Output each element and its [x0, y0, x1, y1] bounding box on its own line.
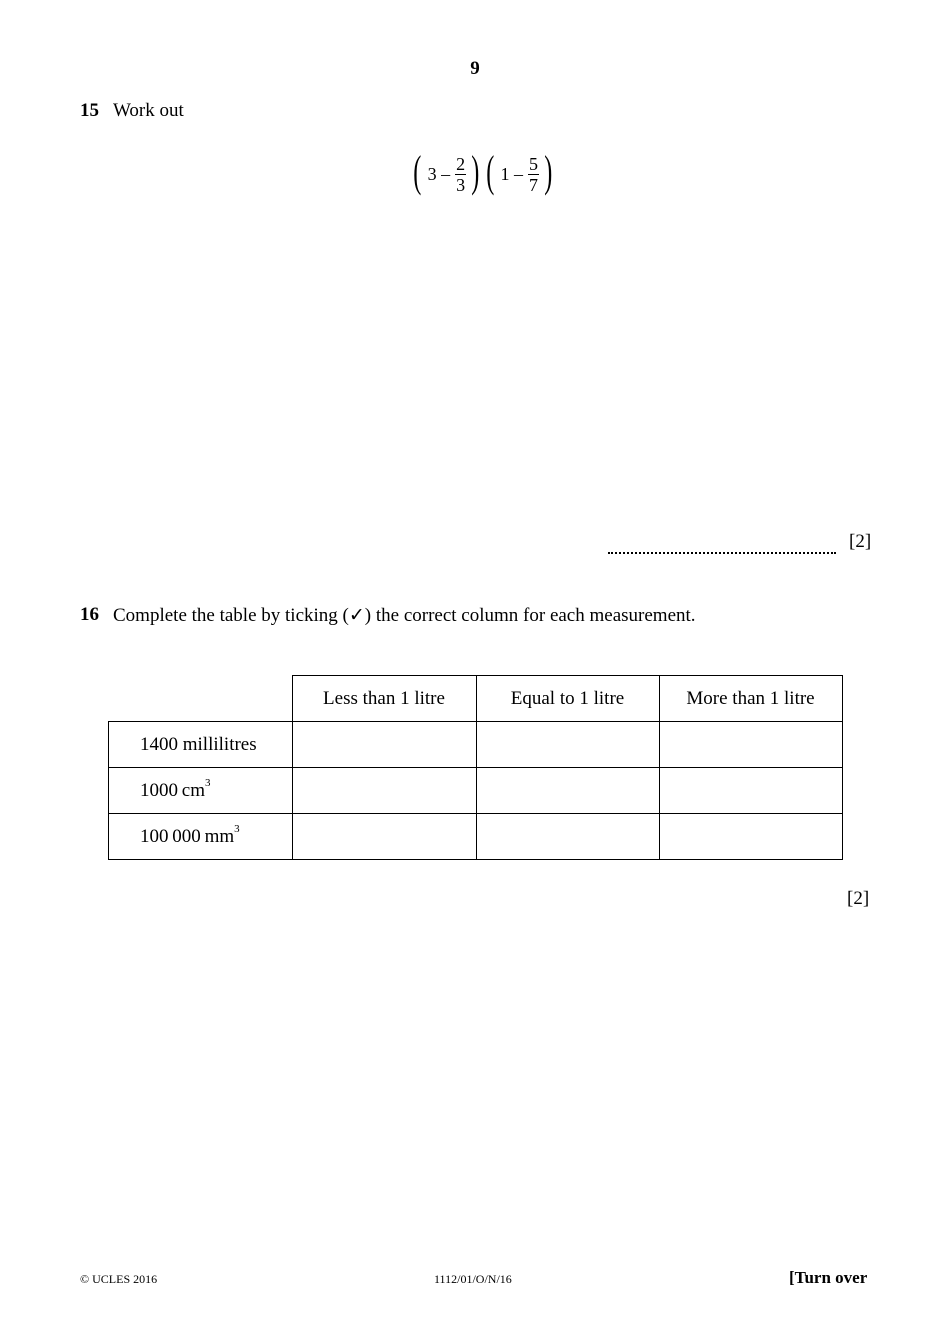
table-corner: [109, 676, 293, 722]
close-paren: ): [471, 147, 480, 196]
question-15-marks: [2]: [849, 531, 872, 552]
tick-cell[interactable]: [659, 814, 842, 860]
tick-cell[interactable]: [292, 722, 476, 768]
paper-code: 1112/01/O/N/16: [434, 1272, 512, 1286]
fraction: [455, 154, 466, 195]
unit-exponent: 3: [234, 822, 240, 835]
page-number: 9: [470, 58, 480, 79]
question-15-prompt: Work out: [113, 100, 184, 121]
answer-line[interactable]: [608, 552, 836, 554]
row-label: 1000 $cm^3$: [109, 768, 293, 814]
fraction-numerator: 5: [528, 153, 538, 174]
question-16-marks: [2]: [847, 888, 870, 909]
table-row: [109, 814, 843, 860]
table-row: [109, 768, 843, 814]
column-header: Equal to 1 litre: [476, 676, 659, 722]
fraction-numerator: 2: [456, 153, 466, 174]
expression-term: 3 –: [427, 163, 451, 184]
row-label: 100 000 $mm^3$: [109, 814, 293, 860]
measurement-table: [108, 675, 843, 860]
tick-cell[interactable]: [292, 814, 476, 860]
close-paren: ): [544, 147, 553, 196]
open-paren: (: [486, 147, 495, 196]
row-label: 1400 millilitres: [109, 722, 293, 768]
column-header: More than 1 litre: [659, 676, 842, 722]
question-15-expression: [410, 148, 556, 200]
question-15-number: 15: [80, 100, 99, 121]
tick-cell[interactable]: [476, 814, 659, 860]
question-16-prompt: Complete the table by ticking (✓) the correct column for each measurement.: [113, 605, 696, 626]
fraction: [528, 154, 539, 195]
column-header: Less than 1 litre: [292, 676, 476, 722]
unit-exponent: 3: [205, 776, 211, 789]
tick-cell[interactable]: [476, 768, 659, 814]
fraction-denominator: 3: [456, 174, 466, 195]
tick-cell[interactable]: [292, 768, 476, 814]
tick-cell[interactable]: [659, 722, 842, 768]
open-paren: (: [413, 147, 422, 196]
table-row: [109, 722, 843, 768]
tick-cell[interactable]: [659, 768, 842, 814]
fraction-denominator: 7: [528, 174, 538, 195]
turn-over: [Turn over: [789, 1268, 868, 1287]
table-header-row: [109, 676, 843, 722]
copyright: © UCLES 2016: [80, 1272, 158, 1286]
question-16-number: 16: [80, 604, 99, 625]
tick-cell[interactable]: [476, 722, 659, 768]
expression-term: 1 –: [500, 163, 523, 184]
